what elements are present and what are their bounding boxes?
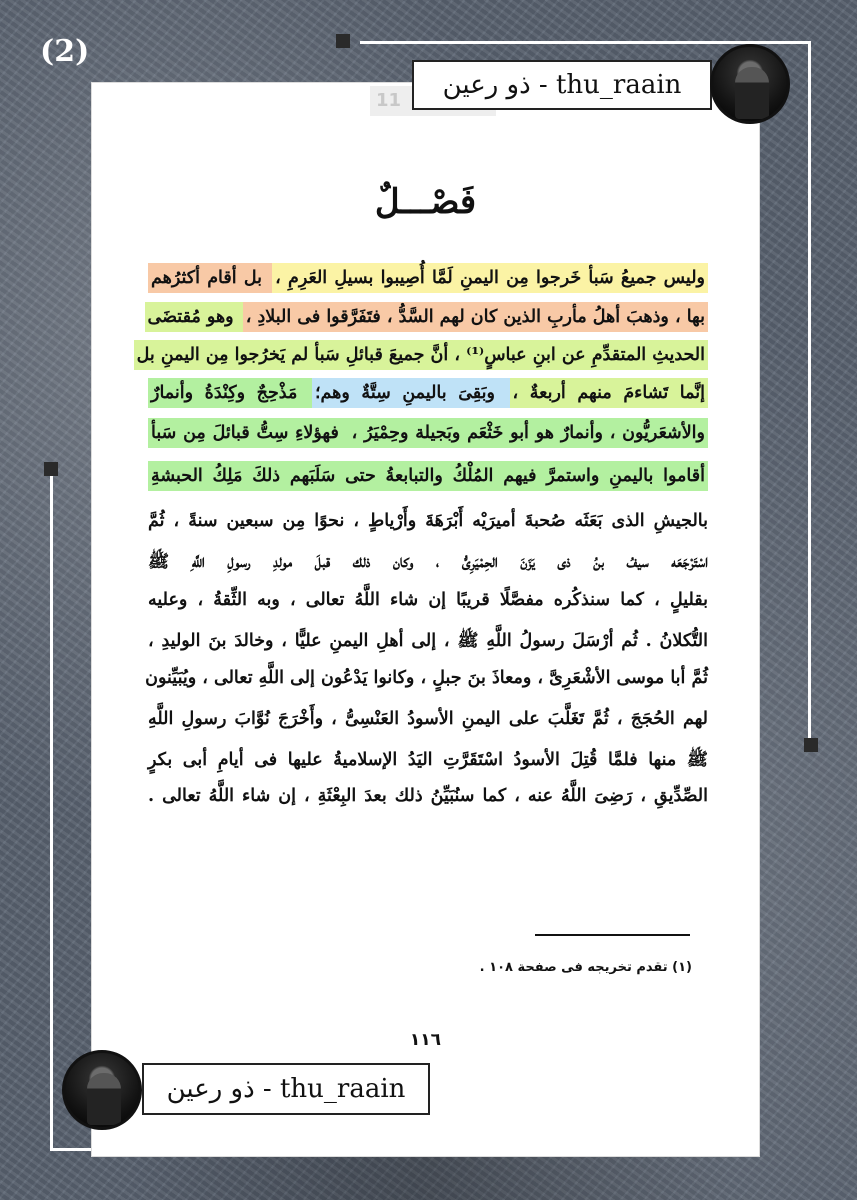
highlighted-segment: والأشعَريُّون ، وأنمارٌ هو أبو خَثْعَم وبَجيلة وحِمْيَرُ ، (349, 418, 708, 448)
text-line (148, 550, 708, 576)
frame-corner-square (336, 34, 350, 48)
text-line (148, 590, 708, 610)
page-tab-number: 11 (370, 86, 496, 116)
highlighted-segment: بها ، وذهبَ أهلُ مأربِ الذين كان لهم السَّدُّ ، فتَفَرَّقوا فى البلادِ ، (243, 302, 708, 332)
page-count-badge: (2) (40, 34, 90, 69)
text-line (148, 629, 708, 655)
highlighted-segment: وهو مُقتضَى (145, 302, 243, 332)
watermark-handle-top: ذو رعين - thu_raain (412, 60, 712, 110)
text-segment: لهم الحُجَجَ ، ثُمَّ تَغَلَّبَ على اليمنِ الأسودُ العَنْسِىُّ ، وأَخْرَجَ نُوَّابَ رسولِ اللَّهِ (148, 709, 708, 729)
footnote: (١) تقدم تخريجه فى صفحة ١٠٨ . (479, 960, 692, 975)
avatar-bottom (62, 1050, 142, 1130)
text-segment: بالجيشِ الذى بَعَثَه صُحبةَ أميرَيْه أَبْرَهَةَ وأَرْياطٍ ، نحوًا مِن سبعين سنةً ، ثُمَّ (148, 511, 708, 531)
frame-line-right (808, 41, 811, 741)
highlighted-segment: وبَقِىَ باليمنِ سِتَّةٌ وهم؛ (312, 378, 510, 408)
text-line (148, 786, 708, 806)
text-segment: ﷺ منها فلمَّا قُتِلَ الأسودُ اسْتَقَرَّتِ اليَدُ الإسلاميةُ عليها فى أيامِ أبى بكرٍ (148, 750, 708, 770)
highlighted-segment: إنَّما تَشاءمَ منهم أربعةٌ ، (510, 378, 708, 408)
text-line (148, 748, 708, 774)
avatar-top (710, 44, 790, 124)
text-segment: التُّكلانُ . ثُم أرْسَلَ رسولُ اللَّهِ ﷺ ، إلى أهلِ اليمنِ عليًّا ، وخالدَ بنَ الوليدِ ، (148, 631, 708, 651)
highlighted-segment: بل أقام أكثرُهم (148, 263, 272, 293)
text-line (148, 268, 708, 288)
watermark-handle-bottom: ذو رعين - thu_raain (142, 1063, 430, 1115)
highlighted-segment: مَذْحِجٌ وكِنْدَةُ وأنمارٌ (148, 378, 312, 408)
highlighted-segment: الحديثِ المتقدِّمِ عن ابنِ عباسٍ⁽¹⁾ ، أنَّ جميعَ قبائلِ سَبأ لم يَخرُجوا مِن اليمنِ بل (134, 340, 708, 370)
highlighted-segment: وليس جميعُ سَبأ خَرجوا مِن اليمنِ لَمَّا أُصِيبوا بسيلِ العَرِمِ ، (272, 263, 708, 293)
text-line (136, 345, 708, 365)
frame-line-left (50, 470, 53, 1150)
text-segment: الصِّدِّيقِ ، رَضِىَ اللَّهُ عنه ، كما سنُبَيِّنُ ذلك بعدَ البِعْثَةِ ، إن شاء اللَّهُ تعالى . (148, 786, 708, 806)
text-segment: اسْتَرْجَعَه سيفُ بنُ ذى يَزَنَ الحِمْيَرِىُّ ، وكان ذلك قبلَ مولدِ رسولِ اللَّهِ ﷺ (148, 552, 708, 572)
text-line (148, 307, 708, 327)
footnote-divider (535, 934, 690, 936)
page-number: ١١٦ (409, 1030, 442, 1050)
highlighted-segment: فهؤلاءِ سِتُّ قبائلَ مِن سَبأ (148, 418, 349, 448)
text-line (148, 511, 708, 531)
text-line (148, 709, 708, 729)
text-segment: ثُمَّ أبا موسى الأشْعَرِىَّ ، ومعاذَ بنَ جبلٍ ، وكانوا يَدْعُون إلى اللَّهِ تعالى ، ويُبَيِّنون (145, 668, 708, 688)
text-line (148, 423, 708, 443)
text-segment: بقليلٍ ، كما سنذكُره مفصَّلًا قريبًا إن شاء اللَّهُ تعالى ، وبه الثِّقةُ ، وعليه (148, 590, 708, 610)
frame-corner-square (44, 462, 58, 476)
chapter-title: فَصْـــلٌ (374, 182, 477, 222)
frame-corner-square (804, 738, 818, 752)
highlighted-segment: أقاموا باليمنِ واستمرَّ فيهم المُلْكُ والتبابعةُ حتى سَلَبَهم ذلكَ مَلِكُ الحبشةِ (148, 461, 708, 491)
text-line (145, 668, 708, 688)
text-line (148, 466, 708, 486)
book-page (92, 83, 759, 1156)
text-line (148, 383, 708, 403)
